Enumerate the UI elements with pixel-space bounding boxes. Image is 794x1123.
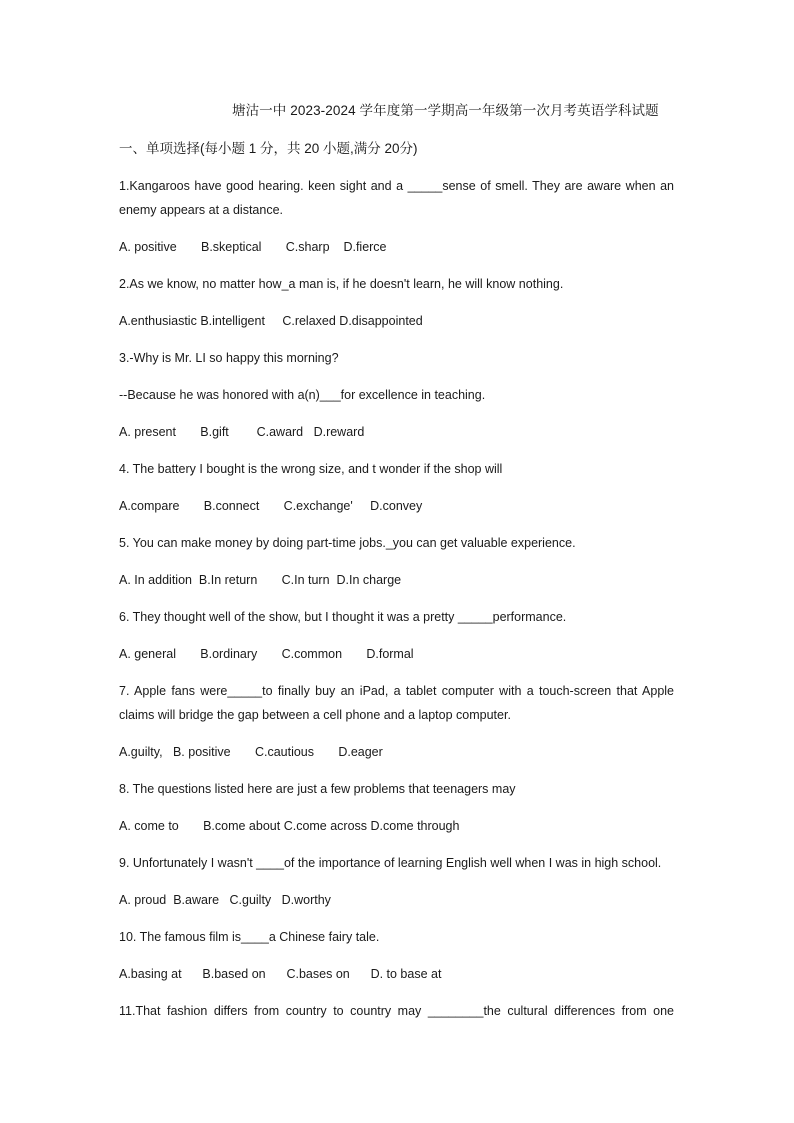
q8-option-d: D.come through <box>370 819 460 833</box>
q2-option-d: D.disappointed <box>339 314 423 328</box>
question-3-response: --Because he was honored with a(n)___for excellence in teaching. <box>119 388 486 402</box>
q7-option-d: D.eager <box>338 745 383 759</box>
q7-option-c: C.cautious <box>254 745 315 759</box>
question-11-stem: 11.That fashion differs from country to country may ________the cultural differences from one <box>119 1004 674 1018</box>
q1-option-c: C.sharp <box>285 240 330 254</box>
q2-option-b: B.intelligent <box>200 314 265 328</box>
q10-option-b: B.based on <box>202 967 266 981</box>
question-2-options <box>119 309 674 333</box>
q4-option-d: D.convey <box>370 499 423 513</box>
q6-option-a: A. general <box>119 647 176 661</box>
question-4-stem: 4. The battery I bought is the wrong size, and t wonder if the shop will <box>119 462 503 476</box>
question-10-options <box>119 962 674 986</box>
q6-option-b: B.ordinary <box>200 647 258 661</box>
question-5-options <box>119 568 674 592</box>
q7-option-a: A.guilty, <box>119 745 163 759</box>
question-3-stem: 3.-Why is Mr. LI so happy this morning? <box>119 351 339 365</box>
q9-option-a: A. proud <box>119 893 167 907</box>
q2-option-a: A.enthusiastic <box>119 314 197 328</box>
exam-title: 塘沽一中 2023-2024 学年度第一学期高一年级第一次月考英语学科试题 <box>232 103 659 118</box>
q6-option-c: C.common <box>281 647 343 661</box>
q10-option-c: C.bases on <box>286 967 350 981</box>
question-8-options <box>119 814 674 838</box>
q3-option-c: C.award <box>256 425 304 439</box>
question-2-stem: 2.As we know, no matter how_a man is, if he doesn't learn, he will know nothing. <box>119 277 564 291</box>
q4-option-c: C.exchange' <box>283 499 353 513</box>
q5-option-c: C.In turn <box>281 573 330 587</box>
q5-option-d: D.In charge <box>336 573 402 587</box>
question-6-stem: 6. They thought well of the show, but I thought it was a pretty _____performance. <box>119 610 567 624</box>
q4-option-b: B.connect <box>203 499 260 513</box>
q10-option-a: A.basing at <box>119 967 182 981</box>
question-1-options <box>119 235 674 259</box>
q9-option-c: C.guilty <box>229 893 272 907</box>
q7-option-b: B. positive <box>172 745 231 759</box>
q8-option-b: B.come about <box>203 819 281 833</box>
question-3-options <box>119 420 674 444</box>
section-heading: 一、单项选择(每小题 1 分，共 20 小题,满分 20分) <box>119 141 418 156</box>
q3-option-b: B.gift <box>200 425 229 439</box>
question-9-options <box>119 888 674 912</box>
question-7-stem: 7. Apple fans were_____to finally buy an iPad, a tablet computer with a touch-screen that Apple claims will bridge the gap between a cell phone and a laptop computer. <box>119 684 674 722</box>
q9-option-d: D.worthy <box>281 893 331 907</box>
question-list <box>119 174 674 1036</box>
q8-option-c: C.come across <box>283 819 368 833</box>
q1-option-a: A. positive <box>119 240 177 254</box>
question-8-stem: 8. The questions listed here are just a few problems that teenagers may <box>119 782 516 796</box>
question-7-options <box>119 740 674 764</box>
question-1-stem: 1.Kangaroos have good hearing. keen sight and a _____sense of smell. They are aware when an enemy appears at a distance. <box>119 179 674 217</box>
q3-option-d: D.reward <box>313 425 365 439</box>
q6-option-d: D.formal <box>366 647 414 661</box>
q2-option-c: C.relaxed <box>282 314 336 328</box>
q3-option-a: A. present <box>119 425 176 439</box>
question-9-stem: 9. Unfortunately I wasn't ____of the importance of learning English well when I was in high school. <box>119 856 662 870</box>
q1-option-b: B.skeptical <box>200 240 262 254</box>
q4-option-a: A.compare <box>119 499 180 513</box>
question-10-stem: 10. The famous film is____a Chinese fairy tale. <box>119 930 380 944</box>
q5-option-a: A. In addition <box>119 573 192 587</box>
q9-option-b: B.aware <box>173 893 220 907</box>
q1-option-d: D.fierce <box>343 240 387 254</box>
question-4-options <box>119 494 674 518</box>
question-5-stem: 5. You can make money by doing part-time jobs._you can get valuable experience. <box>119 536 576 550</box>
q10-option-d: D. to base at <box>370 967 442 981</box>
q5-option-b: B.In return <box>198 573 258 587</box>
question-6-options <box>119 642 674 666</box>
q8-option-a: A. come to <box>119 819 179 833</box>
